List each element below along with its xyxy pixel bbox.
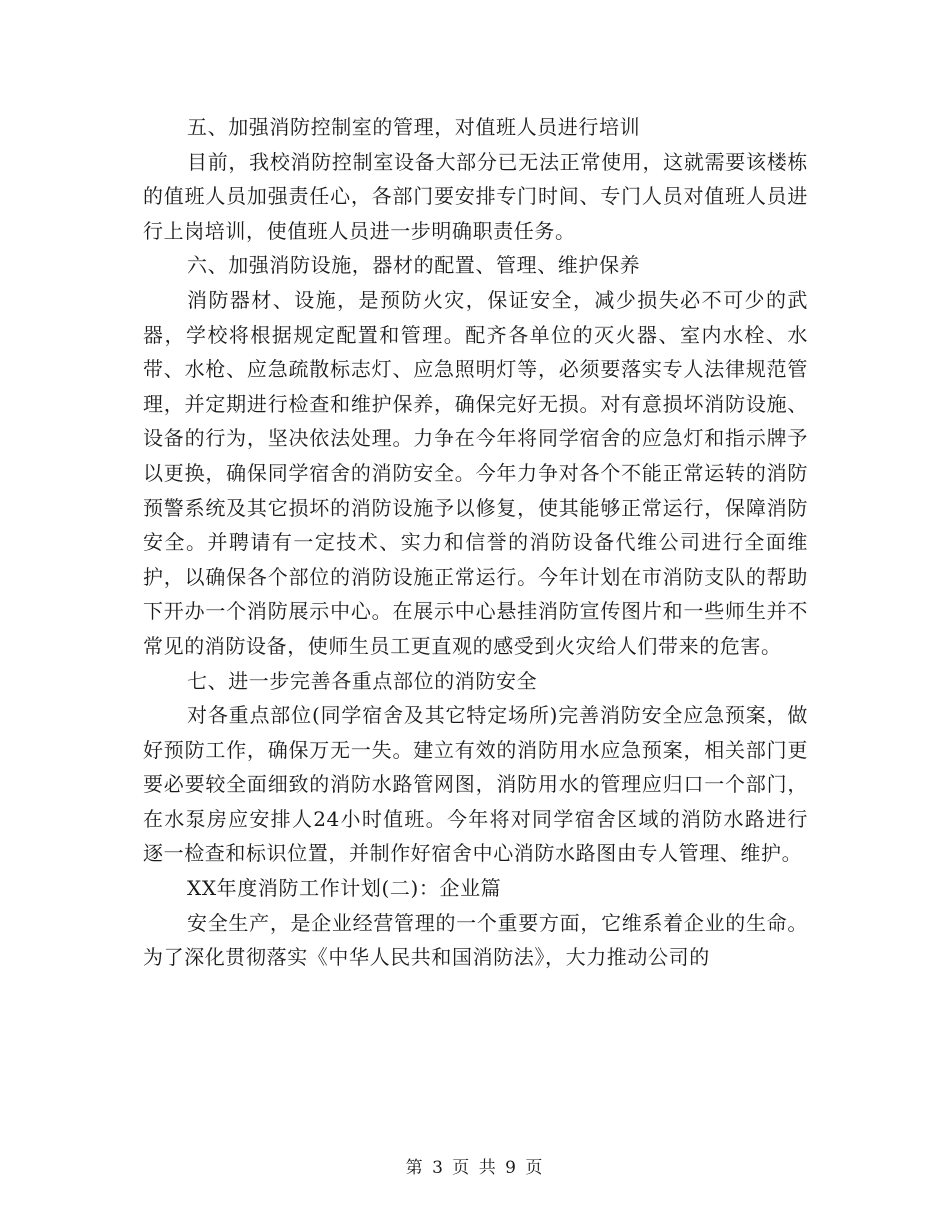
- paragraph: 安全生产，是企业经营管理的一个重要方面，它维系着企业的生命。为了深化贯彻落实《中华人民共和国消防法》，大力推动公司的: [143, 910, 808, 970]
- page-number-footer: 第 3 页 共 9 页: [405, 1158, 545, 1178]
- document-subtitle: XX年度消防工作计划(二)：企业篇: [187, 876, 502, 901]
- paragraph: 消防器材、设施，是预防火灾，保证安全，减少损失必不可少的武器，学校将根据规定配置和管理。配齐各单位的灭火器、室内水栓、水带、水枪、应急疏散标志灯、应急照明灯等，必须要落实专人法律规范管理，并定期进行检查和维护保养，确保完好无损。对有意损坏消防设施、设备的行为，坚决依法处理。力争在今年将同学宿舍的应急灯和指示牌予以更换，确保同学宿舍的消防安全。今年力争对各个不能正常运转的消防预警系统及其它损坏的消防设施予以修复，使其能够正常运行，保障消防安全。并聘请有一定技术、实力和信誉的消防设备代维公司进行全面维护，以确保各个部位的消防设施正常运行。今年计划在市消防支队的帮助下开办一个消防展示中心。在展示中心悬挂消防宣传图片和一些师生并不常见的消防设备，使师生员工更直观的感受到火灾给人们带来的危害。: [143, 287, 808, 658]
- section-heading-6: 六、加强消防设施，器材的配置、管理、维护保养: [187, 253, 641, 278]
- paragraph: 对各重点部位(同学宿舍及其它特定场所)完善消防安全应急预案，做好预防工作，确保万无一失。建立有效的消防用水应急预案，相关部门更要必要较全面细致的消防水路管网图，消防用水的管理应归口一个部门，在水泵房应安排人24小时值班。今年将对同学宿舍区域的消防水路进行逐一检查和标识位置，并制作好宿舍中心消防水路图由专人管理、维护。: [143, 703, 808, 866]
- document-body: [143, 110, 808, 975]
- section-heading-7: 七、进一步完善各重点部位的消防安全: [187, 668, 538, 693]
- paragraph: 目前，我校消防控制室设备大部分已无法正常使用，这就需要该楼栋的值班人员加强责任心，各部门要安排专门时间、专门人员对值班人员进行上岗培训，使值班人员进一步明确职责任务。: [143, 149, 808, 243]
- section-heading-5: 五、加强消防控制室的管理，对值班人员进行培训: [187, 115, 641, 139]
